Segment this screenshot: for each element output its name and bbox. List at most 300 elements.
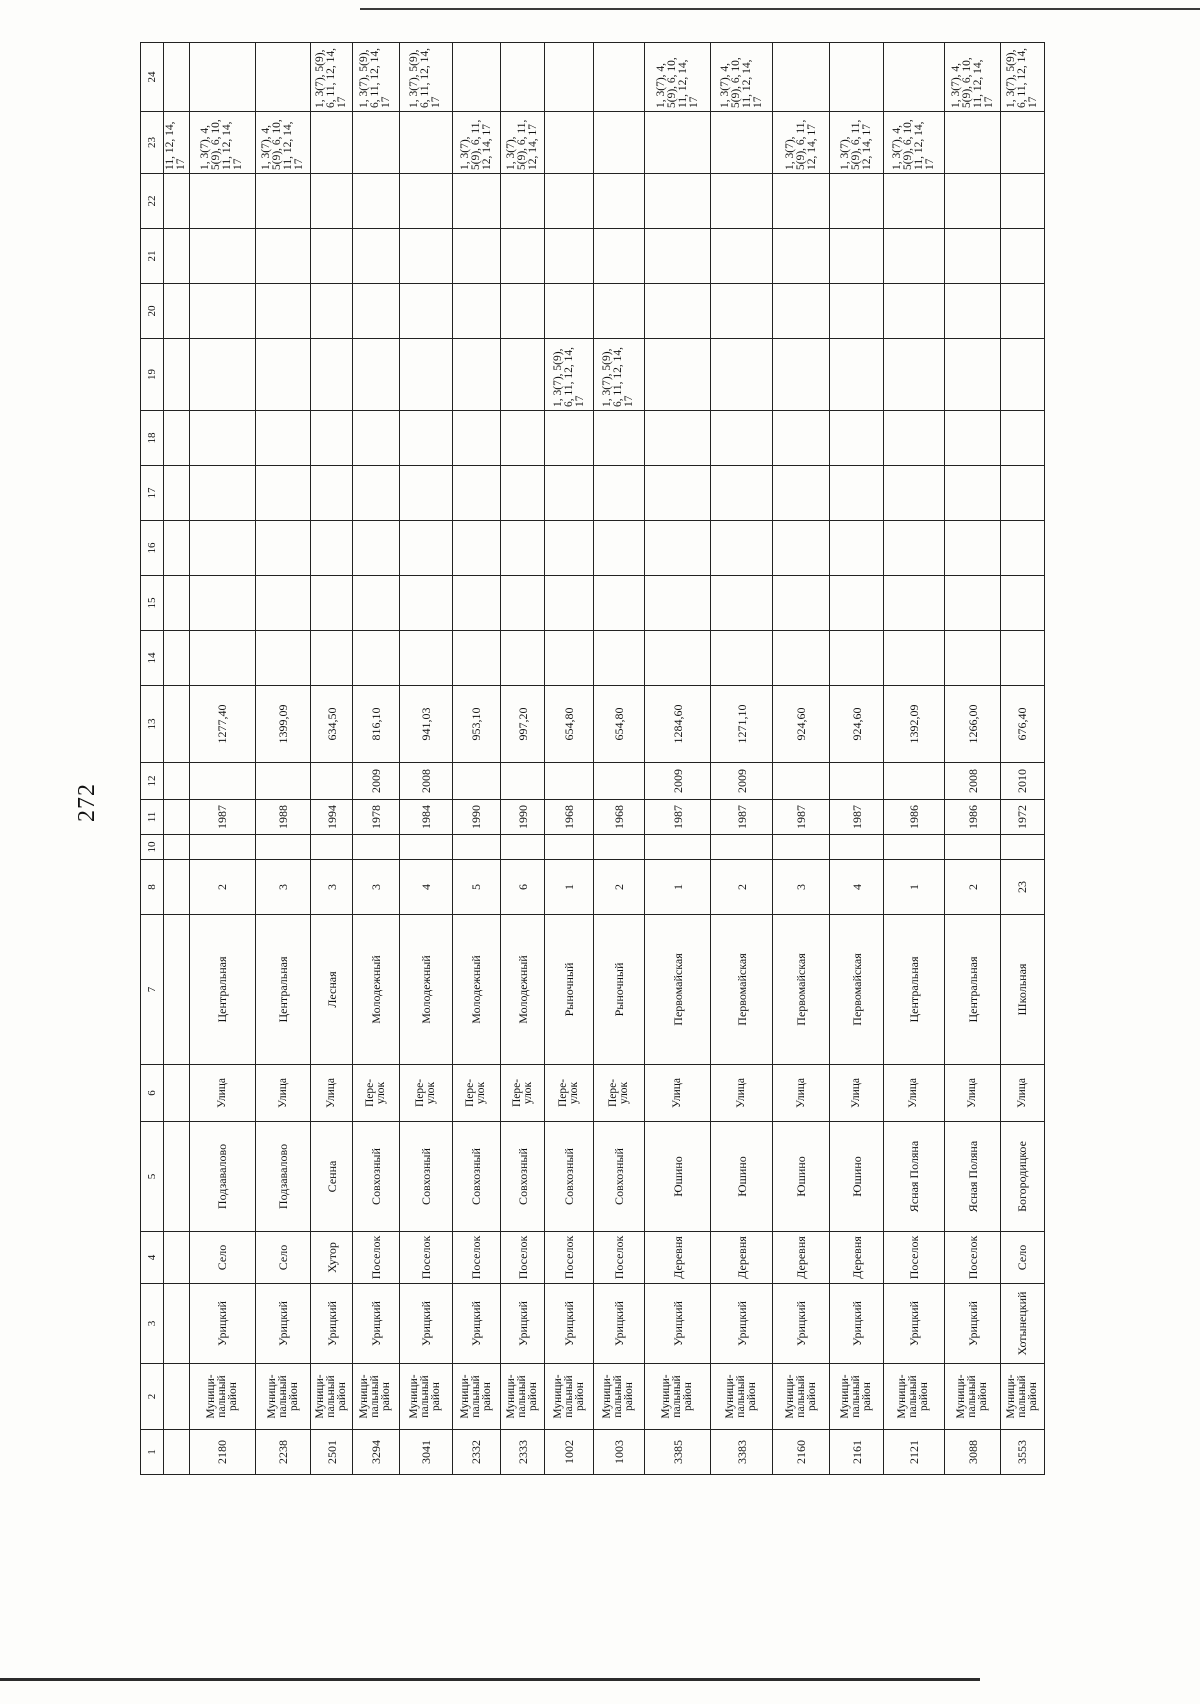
cell-c10 (545, 835, 594, 860)
table-row (883, 43, 945, 1475)
cell-c10 (594, 835, 645, 860)
cell-c19 (353, 339, 399, 411)
cell-c17 (255, 466, 310, 521)
cell-c19 (711, 339, 773, 411)
column-number: 16 (141, 521, 164, 576)
cell-reconstructed (883, 763, 945, 800)
cell-id: 3088 (945, 1430, 1000, 1475)
cell-c21 (255, 229, 310, 284)
cell-c17 (883, 466, 945, 521)
cell-reconstructed (452, 763, 501, 800)
cell-c10 (399, 835, 452, 860)
cell-id: 2333 (501, 1430, 545, 1475)
cell-reconstructed: 2008 (399, 763, 452, 800)
cell-built: 1987 (711, 800, 773, 835)
cell-c10 (353, 835, 399, 860)
continuation-cell (164, 835, 189, 860)
cell-c23: 1, 3(7), 5(9), 6, 11, 12, 14, 17 (452, 112, 501, 174)
cell-built: 1990 (452, 800, 501, 835)
cell-settlement: Совхозный (399, 1122, 452, 1232)
cell-c14 (353, 631, 399, 686)
cell-street-type: Пере- улок (353, 1065, 399, 1122)
cell-area: 654,80 (545, 686, 594, 763)
cell-c23 (644, 112, 710, 174)
cell-c24 (189, 43, 255, 112)
cell-settlement: Совхозный (594, 1122, 645, 1232)
continuation-cell (164, 466, 189, 521)
cell-house: 3 (353, 860, 399, 915)
cell-c23: 1, 3(7), 4, 5(9), 6, 10, 11, 12, 14, 17 (189, 112, 255, 174)
cell-built: 1988 (255, 800, 310, 835)
cell-mun: Муници- пальный район (353, 1364, 399, 1430)
cell-c23 (945, 112, 1000, 174)
cell-c17 (399, 466, 452, 521)
cell-district: Урицкий (545, 1284, 594, 1364)
cell-street: Первомайская (644, 915, 710, 1065)
cell-type: Деревня (711, 1232, 773, 1284)
table-row (773, 43, 830, 1475)
table-row (830, 43, 883, 1475)
cell-street-type: Пере- улок (452, 1065, 501, 1122)
cell-mun: Муници- пальный район (644, 1364, 710, 1430)
table-row (255, 43, 310, 1475)
cell-c16 (711, 521, 773, 576)
cell-mun: Муници- пальный район (501, 1364, 545, 1430)
cell-c20 (594, 284, 645, 339)
cell-c16 (883, 521, 945, 576)
cell-c16 (1000, 521, 1044, 576)
cell-c14 (501, 631, 545, 686)
cell-c10 (644, 835, 710, 860)
cell-c14 (594, 631, 645, 686)
cell-c24: 1, 3(7), 5(9), 6, 11, 12, 14, 17 (399, 43, 452, 112)
cell-c22 (399, 174, 452, 229)
cell-c20 (1000, 284, 1044, 339)
continuation-cell (164, 1065, 189, 1122)
column-number: 4 (141, 1232, 164, 1284)
cell-house: 1 (644, 860, 710, 915)
cell-mun: Муници- пальный район (1000, 1364, 1044, 1430)
cell-type: Поселок (945, 1232, 1000, 1284)
cell-c18 (501, 411, 545, 466)
cell-street-type: Улица (711, 1065, 773, 1122)
cell-c17 (594, 466, 645, 521)
cell-c16 (399, 521, 452, 576)
table-row (545, 43, 594, 1475)
cell-c17 (353, 466, 399, 521)
cell-c19 (1000, 339, 1044, 411)
continuation-cell (164, 1364, 189, 1430)
cell-street: Первомайская (773, 915, 830, 1065)
cell-reconstructed: 2009 (353, 763, 399, 800)
cell-c15 (945, 576, 1000, 631)
cell-street: Центральная (883, 915, 945, 1065)
cell-mun: Муници- пальный район (189, 1364, 255, 1430)
cell-c19 (452, 339, 501, 411)
cell-area: 654,80 (594, 686, 645, 763)
cell-c16 (594, 521, 645, 576)
cell-reconstructed (311, 763, 353, 800)
cell-c24 (545, 43, 594, 112)
cell-street-type: Улица (945, 1065, 1000, 1122)
cell-c10 (501, 835, 545, 860)
cell-mun: Муници- пальный район (883, 1364, 945, 1430)
column-number: 1 (141, 1430, 164, 1475)
cell-type: Село (255, 1232, 310, 1284)
cell-area: 1284,60 (644, 686, 710, 763)
cell-settlement: Ясная Поляна (945, 1122, 1000, 1232)
cell-reconstructed (545, 763, 594, 800)
cell-reconstructed (189, 763, 255, 800)
cell-c10 (255, 835, 310, 860)
cell-c10 (189, 835, 255, 860)
cell-c10 (773, 835, 830, 860)
cell-area: 816,10 (353, 686, 399, 763)
continuation-cell (164, 686, 189, 763)
continuation-cell (164, 284, 189, 339)
cell-c22 (1000, 174, 1044, 229)
cell-c10 (830, 835, 883, 860)
continuation-cell: 11, 12, 14, 17 (164, 112, 189, 174)
cell-settlement: Юшино (711, 1122, 773, 1232)
column-number: 11 (141, 800, 164, 835)
cell-c22 (594, 174, 645, 229)
cell-district: Урицкий (189, 1284, 255, 1364)
cell-settlement: Богородицкое (1000, 1122, 1044, 1232)
cell-c14 (773, 631, 830, 686)
cell-settlement: Ясная Поляна (883, 1122, 945, 1232)
cell-built: 1978 (353, 800, 399, 835)
continuation-cell (164, 43, 189, 112)
cell-c14 (189, 631, 255, 686)
column-number: 19 (141, 339, 164, 411)
cell-c22 (255, 174, 310, 229)
cell-street-type: Пере- улок (545, 1065, 594, 1122)
cell-settlement: Совхозный (545, 1122, 594, 1232)
cell-mun: Муници- пальный район (255, 1364, 310, 1430)
continuation-cell (164, 800, 189, 835)
cell-type: Хутор (311, 1232, 353, 1284)
continuation-cell (164, 631, 189, 686)
cell-c23 (311, 112, 353, 174)
cell-type: Деревня (830, 1232, 883, 1284)
scan-border-bottom (0, 1678, 980, 1681)
cell-district: Урицкий (594, 1284, 645, 1364)
cell-settlement: Юшино (773, 1122, 830, 1232)
cell-c24 (883, 43, 945, 112)
continuation-cell (164, 763, 189, 800)
cell-c19 (945, 339, 1000, 411)
cell-type: Поселок (452, 1232, 501, 1284)
cell-c15 (189, 576, 255, 631)
cell-c21 (773, 229, 830, 284)
cell-street: Молодежный (399, 915, 452, 1065)
cell-c17 (452, 466, 501, 521)
continuation-row (164, 43, 189, 1475)
cell-street-type: Улица (883, 1065, 945, 1122)
column-number: 22 (141, 174, 164, 229)
cell-area: 1399,09 (255, 686, 310, 763)
cell-c17 (1000, 466, 1044, 521)
cell-c17 (545, 466, 594, 521)
cell-id: 3385 (644, 1430, 710, 1475)
cell-c19: 1, 3(7), 5(9), 6, 11, 12, 14, 17 (594, 339, 645, 411)
cell-c22 (883, 174, 945, 229)
column-number-row (141, 43, 164, 1475)
cell-c15 (711, 576, 773, 631)
cell-c18 (255, 411, 310, 466)
cell-c18 (773, 411, 830, 466)
table-row (945, 43, 1000, 1475)
cell-c20 (189, 284, 255, 339)
cell-c24 (773, 43, 830, 112)
continuation-cell (164, 1122, 189, 1232)
cell-c16 (311, 521, 353, 576)
column-number: 12 (141, 763, 164, 800)
cell-street: Школьная (1000, 915, 1044, 1065)
cell-c20 (711, 284, 773, 339)
cell-c19 (773, 339, 830, 411)
cell-c18 (353, 411, 399, 466)
cell-c22 (711, 174, 773, 229)
cell-street: Центральная (189, 915, 255, 1065)
cell-house: 1 (883, 860, 945, 915)
cell-district: Урицкий (773, 1284, 830, 1364)
cell-reconstructed: 2010 (1000, 763, 1044, 800)
cell-mun: Муници- пальный район (399, 1364, 452, 1430)
table-row (452, 43, 501, 1475)
cell-c21 (883, 229, 945, 284)
cell-id: 2160 (773, 1430, 830, 1475)
cell-c14 (452, 631, 501, 686)
cell-id: 2161 (830, 1430, 883, 1475)
cell-c20 (501, 284, 545, 339)
cell-house: 6 (501, 860, 545, 915)
cell-c17 (945, 466, 1000, 521)
register-table-container (140, 48, 1045, 1475)
cell-c18 (311, 411, 353, 466)
cell-id: 3294 (353, 1430, 399, 1475)
cell-c23: 1, 3(7), 5(9), 6, 11, 12, 14, 17 (773, 112, 830, 174)
cell-area: 924,60 (773, 686, 830, 763)
cell-mun: Муници- пальный район (711, 1364, 773, 1430)
cell-c14 (1000, 631, 1044, 686)
continuation-cell (164, 174, 189, 229)
cell-district: Хотынецкий (1000, 1284, 1044, 1364)
column-number: 3 (141, 1284, 164, 1364)
cell-c18 (945, 411, 1000, 466)
cell-built: 1986 (945, 800, 1000, 835)
cell-c24: 1, 3(7), 5(9), 6, 11, 12, 14, 17 (353, 43, 399, 112)
cell-c18 (883, 411, 945, 466)
column-number: 6 (141, 1065, 164, 1122)
cell-area: 1277,40 (189, 686, 255, 763)
cell-c21 (711, 229, 773, 284)
cell-settlement: Юшино (830, 1122, 883, 1232)
table-row (644, 43, 710, 1475)
cell-street-type: Пере- улок (594, 1065, 645, 1122)
cell-district: Урицкий (452, 1284, 501, 1364)
cell-c17 (773, 466, 830, 521)
cell-c16 (545, 521, 594, 576)
cell-c17 (644, 466, 710, 521)
cell-area: 634,50 (311, 686, 353, 763)
cell-house: 2 (711, 860, 773, 915)
cell-c18 (452, 411, 501, 466)
cell-c19 (189, 339, 255, 411)
cell-c21 (945, 229, 1000, 284)
cell-c18 (594, 411, 645, 466)
cell-id: 2501 (311, 1430, 353, 1475)
cell-area: 1266,00 (945, 686, 1000, 763)
cell-c18 (399, 411, 452, 466)
cell-c10 (452, 835, 501, 860)
cell-c16 (644, 521, 710, 576)
cell-id: 3041 (399, 1430, 452, 1475)
table-row (501, 43, 545, 1475)
cell-area: 924,60 (830, 686, 883, 763)
cell-built: 1968 (545, 800, 594, 835)
cell-c14 (644, 631, 710, 686)
cell-built: 1987 (189, 800, 255, 835)
cell-reconstructed (501, 763, 545, 800)
column-number: 5 (141, 1122, 164, 1232)
cell-c23 (711, 112, 773, 174)
cell-c24: 1, 3(7), 4, 5(9), 6, 10, 11, 12, 14, 17 (711, 43, 773, 112)
cell-street: Центральная (945, 915, 1000, 1065)
cell-type: Поселок (594, 1232, 645, 1284)
cell-c20 (945, 284, 1000, 339)
cell-district: Урицкий (830, 1284, 883, 1364)
cell-c20 (255, 284, 310, 339)
cell-c20 (830, 284, 883, 339)
cell-type: Поселок (545, 1232, 594, 1284)
cell-c20 (452, 284, 501, 339)
cell-built: 1984 (399, 800, 452, 835)
cell-settlement: Юшино (644, 1122, 710, 1232)
cell-c16 (773, 521, 830, 576)
cell-c23: 1, 3(7), 4, 5(9), 6, 10, 11, 12, 14, 17 (883, 112, 945, 174)
cell-c21 (644, 229, 710, 284)
cell-street-type: Пере- улок (501, 1065, 545, 1122)
cell-id: 3553 (1000, 1430, 1044, 1475)
cell-c24: 1, 3(7), 4, 5(9), 6, 10, 11, 12, 14, 17 (945, 43, 1000, 112)
cell-c16 (945, 521, 1000, 576)
continuation-cell (164, 915, 189, 1065)
cell-c21 (189, 229, 255, 284)
cell-street: Рыночный (545, 915, 594, 1065)
cell-house: 3 (773, 860, 830, 915)
column-number: 20 (141, 284, 164, 339)
cell-c19 (311, 339, 353, 411)
cell-c21 (353, 229, 399, 284)
cell-street: Молодежный (452, 915, 501, 1065)
cell-c14 (255, 631, 310, 686)
cell-c21 (830, 229, 883, 284)
cell-mun: Муници- пальный район (945, 1364, 1000, 1430)
cell-c20 (773, 284, 830, 339)
cell-c24 (830, 43, 883, 112)
cell-c22 (501, 174, 545, 229)
cell-house: 5 (452, 860, 501, 915)
cell-c19 (644, 339, 710, 411)
cell-c15 (501, 576, 545, 631)
table-row (353, 43, 399, 1475)
cell-district: Урицкий (399, 1284, 452, 1364)
cell-c23 (399, 112, 452, 174)
cell-street-type: Улица (189, 1065, 255, 1122)
cell-c15 (830, 576, 883, 631)
cell-built: 1987 (644, 800, 710, 835)
cell-house: 4 (399, 860, 452, 915)
table-row (594, 43, 645, 1475)
cell-type: Поселок (501, 1232, 545, 1284)
column-number: 24 (141, 43, 164, 112)
cell-c20 (545, 284, 594, 339)
cell-reconstructed: 2009 (711, 763, 773, 800)
cell-built: 1990 (501, 800, 545, 835)
cell-c14 (945, 631, 1000, 686)
column-number: 13 (141, 686, 164, 763)
cell-house: 4 (830, 860, 883, 915)
cell-district: Урицкий (311, 1284, 353, 1364)
cell-house: 2 (594, 860, 645, 915)
cell-street: Центральная (255, 915, 310, 1065)
cell-c22 (545, 174, 594, 229)
cell-c17 (311, 466, 353, 521)
cell-c22 (830, 174, 883, 229)
table-row (399, 43, 452, 1475)
column-number: 21 (141, 229, 164, 284)
cell-c19 (830, 339, 883, 411)
cell-c18 (545, 411, 594, 466)
table-row (189, 43, 255, 1475)
cell-district: Урицкий (501, 1284, 545, 1364)
cell-c10 (1000, 835, 1044, 860)
cell-c23 (353, 112, 399, 174)
cell-c22 (311, 174, 353, 229)
cell-c14 (830, 631, 883, 686)
cell-reconstructed: 2008 (945, 763, 1000, 800)
cell-c16 (501, 521, 545, 576)
cell-type: Деревня (644, 1232, 710, 1284)
cell-c15 (773, 576, 830, 631)
cell-mun: Муници- пальный район (830, 1364, 883, 1430)
cell-house: 23 (1000, 860, 1044, 915)
cell-c17 (711, 466, 773, 521)
cell-c14 (545, 631, 594, 686)
cell-district: Урицкий (644, 1284, 710, 1364)
cell-street: Лесная (311, 915, 353, 1065)
cell-settlement: Подзавалово (255, 1122, 310, 1232)
cell-settlement: Совхозный (501, 1122, 545, 1232)
cell-house: 1 (545, 860, 594, 915)
cell-c24: 1, 3(7), 4, 5(9), 6, 10, 11, 12, 14, 17 (644, 43, 710, 112)
cell-c19: 1, 3(7), 5(9), 6, 11, 12, 14, 17 (545, 339, 594, 411)
cell-c18 (1000, 411, 1044, 466)
cell-street-type: Пере- улок (399, 1065, 452, 1122)
housing-register-table (140, 42, 1045, 1475)
cell-c10 (883, 835, 945, 860)
cell-house: 2 (945, 860, 1000, 915)
cell-settlement: Совхозный (452, 1122, 501, 1232)
cell-c14 (883, 631, 945, 686)
continuation-cell (164, 229, 189, 284)
cell-c22 (945, 174, 1000, 229)
cell-built: 1987 (773, 800, 830, 835)
cell-c20 (399, 284, 452, 339)
cell-built: 1972 (1000, 800, 1044, 835)
